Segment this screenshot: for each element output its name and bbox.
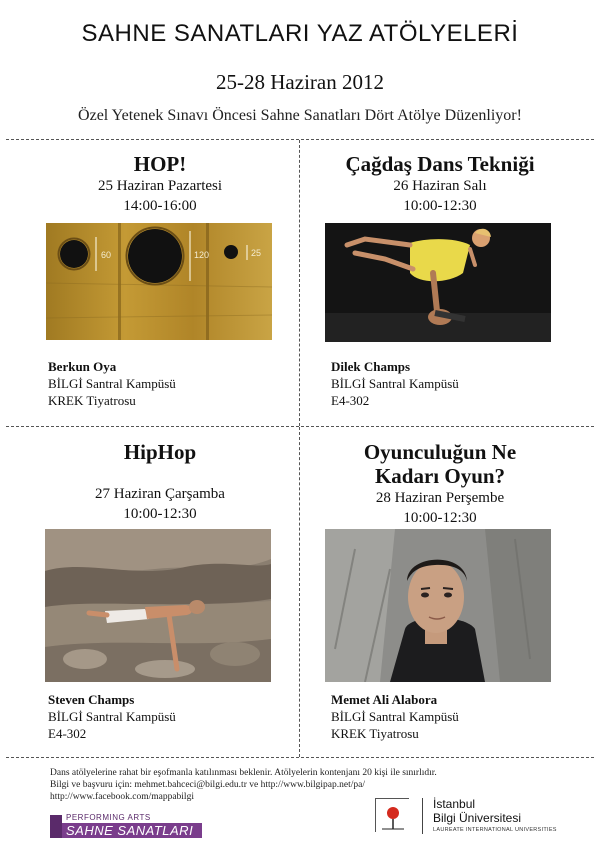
room: E4-302 <box>331 393 370 408</box>
page-subtitle: Özel Yetenek Sınavı Öncesi Sahne Sanatları Dört Atölye Düzenliyor! <box>78 107 522 124</box>
workshop-time: 10:00-12:30 <box>403 510 477 526</box>
event-dates: 25-28 Haziran 2012 <box>216 70 384 94</box>
logo-mark-icon <box>50 815 62 838</box>
instructor-name: Steven Champs <box>48 692 135 707</box>
sahne-sanatlari-logo <box>50 813 202 839</box>
workshop-day: 27 Haziran Çarşamba <box>95 486 225 502</box>
workshop-hiphop-info <box>48 691 288 742</box>
workshop-time: 10:00-12:30 <box>403 198 477 214</box>
room: KREK Tiyatrosu <box>331 726 419 741</box>
bilgi-university-logo <box>375 795 565 845</box>
dance-photo <box>325 223 551 342</box>
room: E4-302 <box>48 726 87 741</box>
bottom-divider <box>6 757 594 758</box>
instructor-name: Dilek Champs <box>331 359 411 374</box>
workshop-hop-info <box>48 358 288 409</box>
workshop-title: Çağdaş Dans Tekniği <box>345 152 535 176</box>
footer-facebook-link[interactable]: http://www.facebook.com/mappabilgi <box>50 792 194 802</box>
page-title: SAHNE SANATLARI YAZ ATÖLYELERİ <box>81 20 519 47</box>
venue: BİLGİ Santral Kampüsü <box>331 376 459 391</box>
workshop-time: 14:00-16:00 <box>123 198 197 214</box>
workshop-hop <box>30 152 290 216</box>
hole-label-120: 120 <box>194 250 210 260</box>
workshop-title: HipHop <box>123 440 197 464</box>
workshop-hiphop <box>30 440 290 524</box>
workshop-day: 26 Haziran Salı <box>393 178 487 194</box>
middle-divider <box>6 426 594 427</box>
instructor-name: Berkun Oya <box>48 359 117 374</box>
uni-tagline: LAUREATE INTERNATIONAL UNIVERSITIES <box>433 827 557 833</box>
uni-name-line1: İstanbul <box>433 797 476 811</box>
workshop-title-line2: Kadarı Oyun? <box>374 464 506 488</box>
vertical-divider-bottom <box>299 427 300 757</box>
workshop-time: 10:00-12:30 <box>123 506 197 522</box>
uni-name-line2: Bilgi Üniversitesi <box>433 811 522 825</box>
workshop-acting-info <box>331 691 571 742</box>
workshop-title-line1: Oyunculuğun Ne <box>363 440 517 464</box>
bilgi-emblem-icon <box>375 798 409 832</box>
footer-contact[interactable]: Bilgi ve başvuru için: mehmet.bahceci@bilgi.edu.tr ve http://www.bilgipap.net/pa/ <box>50 780 365 790</box>
top-divider <box>6 139 594 140</box>
footer-note: Dans atölyelerine rahat bir eşofmanla katılınması beklenir. Atölyelerin kontenjanı 20 kişi ile sınırlıdır. <box>50 768 437 778</box>
venue: BİLGİ Santral Kampüsü <box>48 376 176 391</box>
hole-label-25: 25 <box>251 248 262 258</box>
acting-photo <box>325 529 551 682</box>
logo-main-text: SAHNE SANATLARI <box>66 823 194 838</box>
venue: BİLGİ Santral Kampüsü <box>48 709 176 724</box>
workshop-dance <box>310 152 570 216</box>
hop-photo <box>46 223 272 340</box>
workshop-title: HOP! <box>133 152 187 176</box>
workshop-dance-info <box>331 358 571 409</box>
logo-small-text: PERFORMING ARTS <box>66 813 151 822</box>
workshop-day: 25 Haziran Pazartesi <box>97 178 223 194</box>
hiphop-photo <box>45 529 271 682</box>
room: KREK Tiyatrosu <box>48 393 136 408</box>
workshop-day: 28 Haziran Perşembe <box>375 490 505 506</box>
workshop-acting <box>310 440 570 528</box>
vertical-divider-top <box>299 140 300 426</box>
instructor-name: Memet Ali Alabora <box>331 692 438 707</box>
logo-separator <box>422 798 423 834</box>
hole-label-60: 60 <box>101 250 112 260</box>
venue: BİLGİ Santral Kampüsü <box>331 709 459 724</box>
